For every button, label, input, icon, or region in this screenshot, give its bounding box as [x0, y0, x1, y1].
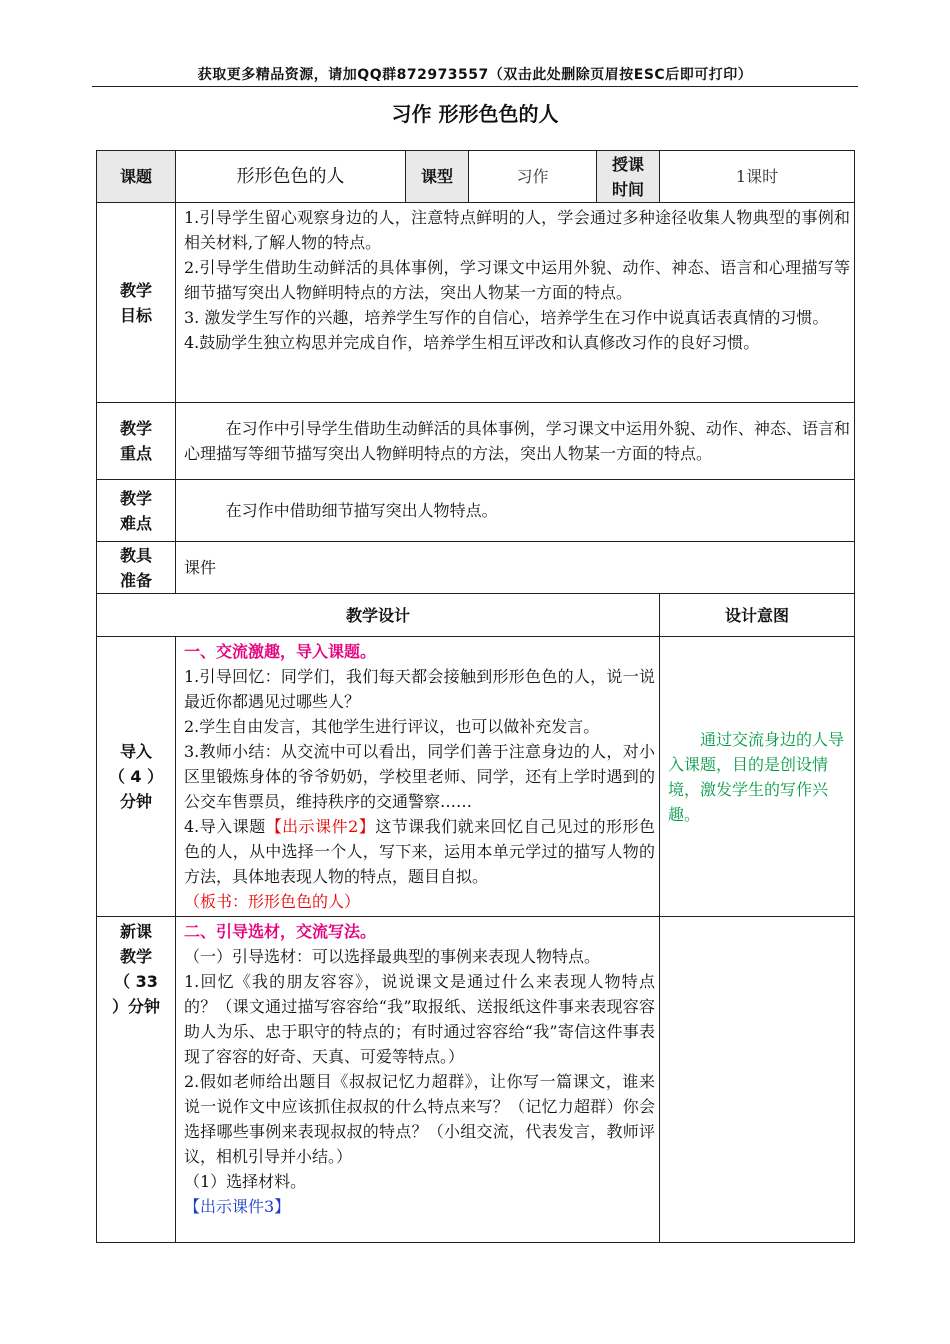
key-points-row	[97, 403, 855, 480]
key-points-label-line1: 教学	[119, 419, 152, 438]
new-lesson-heading: 二、引导选材，交流写法。	[184, 922, 377, 941]
intro-label-line3: 分钟	[119, 792, 152, 811]
intro-paragraph: 3.教师小结：从交流中可以看出，同学们善于注意身边的人，对小区里锻炼身体的爷爷奶奶，学校里老师、同学，还有上学时遇到的公交车售票员，维持秩序的交通警察……	[184, 742, 655, 811]
goal-item: 1.引导学生留心观察身边的人，注意特点鲜明的人，学会通过多种途径收集人物典型的事例和相关材料,了解人物的特点。	[184, 208, 850, 252]
info-row	[97, 151, 855, 203]
intro-row	[97, 637, 855, 917]
goal-item: 3. 激发学生写作的兴趣，培养学生写作的自信心，培养学生在习作中说真话表真情的习惯。	[184, 308, 829, 327]
difficulties-label-line1: 教学	[119, 488, 152, 508]
materials-text: 课件	[176, 542, 855, 594]
intro-paragraph: 2.学生自由发言，其他学生进行评议，也可以做补充发言。	[184, 717, 600, 736]
goal-item: 2.引导学生借助生动鲜活的具体事例，学习课文中运用外貌、动作、神态、语言和心理描写等细节描写突出人物鲜明特点的方法，突出人物某一方面的特点。	[184, 258, 850, 302]
intro-label-line1: 导入	[119, 742, 152, 761]
header-divider	[92, 86, 858, 87]
new-lesson-label	[97, 917, 176, 1243]
intro-p4-prefix: 4.导入课题	[184, 817, 266, 836]
intro-heading: 一、交流激趣，导入课题。	[184, 642, 377, 661]
goals-label-line2: 目标	[119, 305, 152, 325]
key-points-text: 在习作中引导学生借助生动鲜活的具体事例，学习课文中运用外貌、动作、神态、语言和心理描写等细节描写突出人物鲜明特点的方法，突出人物某一方面的特点。	[176, 403, 855, 480]
new-lesson-paragraph: （1）选择材料。	[184, 1172, 307, 1191]
goal-item: 4.鼓励学生独立构思并完成自作，培养学生相互评改和认真修改习作的良好习惯。	[184, 333, 760, 352]
intro-intent-text: 通过交流身边的人导入课题，目的是创设情境，激发学生的写作兴趣。	[668, 729, 845, 824]
courseware-tag: 【出示课件2】	[265, 817, 376, 836]
intro-label	[97, 637, 176, 917]
difficulties-row	[97, 480, 855, 542]
difficulties-label-line2: 难点	[119, 513, 152, 533]
intro-paragraph	[184, 814, 655, 889]
design-header-row	[97, 594, 855, 637]
new-lesson-label-line1: 新课	[119, 922, 152, 941]
page-header: 获取更多精品资源，请加QQ群872973557（双击此处删除页眉按ESC后即可打印）	[197, 67, 753, 83]
intro-paragraph: 1.引导回忆：同学们，我们每天都会接触到形形色色的人，说一说最近你都遇见过哪些人？	[184, 667, 655, 711]
topic-value: 形形色色的人	[176, 151, 406, 203]
new-lesson-intent	[660, 917, 855, 1243]
new-lesson-label-line4: ）分钟	[111, 997, 160, 1016]
key-points-label	[97, 403, 176, 480]
courseware-tag: 【出示课件3】	[184, 1197, 291, 1216]
new-lesson-label-line2: 教学	[119, 947, 152, 966]
new-lesson-label-line3: （ 33	[114, 972, 158, 991]
time-label-line2: 时间	[611, 179, 644, 199]
design-header: 教学设计	[97, 594, 660, 637]
new-lesson-row	[97, 917, 855, 1243]
time-label-line1: 授课	[611, 154, 644, 174]
time-value: 1课时	[660, 151, 855, 203]
intent-header: 设计意图	[660, 594, 855, 637]
materials-label-line1: 教具	[119, 545, 152, 565]
new-lesson-paragraph: 2.假如老师给出题目《叔叔记忆力超群》，让你写一篇课文，谁来说一说作文中应该抓住叔叔的什么特点来写？（记忆力超群）你会选择哪些事例来表现叔叔的特点？（小组交流，代表发言，教师评议，相机引导并小结。）	[184, 1072, 655, 1166]
type-value: 习作	[469, 151, 597, 203]
time-label	[597, 151, 660, 203]
new-lesson-paragraph: 1.回忆《我的朋友容容》，说说课文是通过什么来表现人物特点的？（课文通过描写容容给“我”取报纸、送报纸这件事来表现容容助人为乐、忠于职守的特点的；有时通过容容给“我”寄信这件事表现了容容的好奇、天真、可爱等特点。）	[184, 972, 655, 1066]
lesson-plan-table	[96, 150, 855, 1243]
intro-p4-body: 这节课我们就来回忆自己见过的形形色色的人，从中选择一个人，写下来，运用本单元学过的描写人物的方法，具体地表现人物的特点，题目自拟。	[184, 817, 655, 886]
difficulties-text: 在习作中借助细节描写突出人物特点。	[176, 480, 855, 542]
intro-content	[176, 637, 660, 917]
key-points-label-line2: 重点	[119, 444, 152, 463]
materials-label	[97, 542, 176, 594]
topic-label: 课题	[97, 151, 176, 203]
materials-label-line2: 准备	[119, 570, 152, 590]
goals-content	[176, 203, 855, 403]
new-lesson-paragraph: （一）引导选材：可以选择最典型的事例来表现人物特点。	[184, 947, 601, 966]
goals-label	[97, 203, 176, 403]
board-note: （板书：形形色色的人）	[184, 892, 361, 911]
materials-row	[97, 542, 855, 594]
intro-label-line2: （ 4 ）	[108, 767, 164, 786]
document-title: 习作 形形色色的人	[391, 102, 559, 126]
new-lesson-content	[176, 917, 660, 1243]
difficulties-label	[97, 480, 176, 542]
goals-row	[97, 203, 855, 403]
type-label: 课型	[406, 151, 469, 203]
goals-label-line1: 教学	[119, 280, 152, 300]
intro-intent	[660, 637, 855, 917]
